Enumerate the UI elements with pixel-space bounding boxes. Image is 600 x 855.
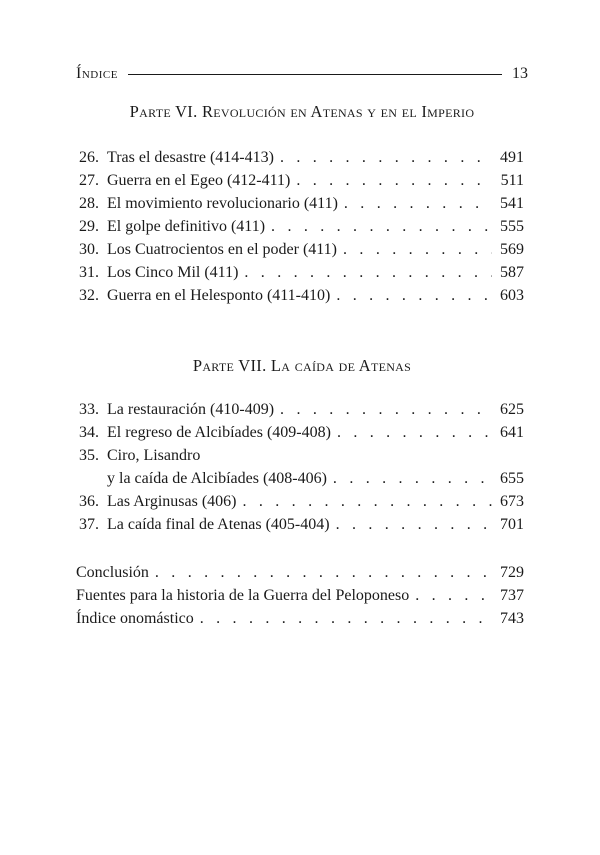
- toc-entry[interactable]: [79, 239, 524, 261]
- toc-entry[interactable]: [79, 262, 524, 284]
- entry-page: 729: [500, 564, 524, 581]
- dot-leader: [336, 514, 492, 536]
- entry-title: El regreso de Alcibíades (409-408): [107, 424, 331, 441]
- entry-number: 29.: [79, 218, 99, 235]
- entry-number: 31.: [79, 264, 99, 281]
- entry-page: 701: [500, 516, 524, 533]
- entry-title: Conclusión: [76, 564, 149, 581]
- entry-page: 511: [500, 172, 524, 189]
- dot-leader: [155, 562, 492, 584]
- entry-number: 26.: [79, 149, 99, 166]
- toc-entry[interactable]: [76, 608, 524, 630]
- toc-entry[interactable]: [79, 285, 524, 307]
- entry-title: Las Arginusas (406): [107, 493, 237, 510]
- entry-title: Ciro, Lisandro: [107, 447, 201, 464]
- dot-leader: [242, 491, 492, 513]
- dot-leader: [280, 399, 492, 421]
- toc-entry[interactable]: [79, 491, 524, 513]
- entry-number: 36.: [79, 493, 99, 510]
- entry-page: 541: [500, 195, 524, 212]
- entry-number: 32.: [79, 287, 99, 304]
- entry-number: 37.: [79, 516, 99, 533]
- dot-leader: [296, 170, 492, 192]
- entry-page: 743: [500, 610, 524, 627]
- entry-page: 491: [500, 149, 524, 166]
- toc-entry[interactable]: [79, 514, 524, 536]
- entry-title: Índice onomástico: [76, 610, 194, 627]
- toc-entry[interactable]: [79, 422, 524, 444]
- header-page-number: 13: [512, 65, 528, 82]
- entry-title-continuation: y la caída de Alcibíades (408-406): [107, 470, 327, 487]
- toc-entry[interactable]: [76, 585, 524, 607]
- entry-number: 33.: [79, 401, 99, 418]
- entry-title: La restauración (410-409): [107, 401, 275, 418]
- entry-title: Fuentes para la historia de la Guerra del Peloponeso: [76, 587, 410, 604]
- entry-title: Tras el desastre (414-413): [107, 149, 274, 166]
- dot-leader: [280, 147, 492, 169]
- entry-number: 28.: [79, 195, 99, 212]
- entry-title: El golpe definitivo (411): [107, 218, 266, 235]
- header-label: Índice: [76, 65, 118, 82]
- entry-title: Los Cuatrocientos en el poder (411): [107, 241, 338, 258]
- dot-leader: [344, 193, 492, 215]
- entry-page: 737: [500, 587, 524, 604]
- toc-entry[interactable]: [79, 399, 524, 421]
- dot-leader: [200, 608, 492, 630]
- toc-entry[interactable]: [79, 170, 524, 192]
- entry-number: 34.: [79, 424, 99, 441]
- entry-title: Guerra en el Helesponto (411-410): [107, 287, 331, 304]
- dot-leader: [337, 422, 492, 444]
- entry-title: Guerra en el Egeo (412-411): [107, 172, 291, 189]
- part-6-title: Parte VI. Revolución en Atenas y en el Imperio: [129, 102, 475, 121]
- toc-entry-continuation[interactable]: [107, 468, 524, 490]
- entry-page: 641: [500, 424, 524, 441]
- dot-leader: [244, 262, 492, 284]
- entry-number: 30.: [79, 241, 99, 258]
- toc-entry[interactable]: [76, 562, 524, 584]
- part-7-title: Parte VII. La caída de Atenas: [192, 356, 412, 375]
- dot-leader: [343, 239, 492, 261]
- entry-page: 603: [500, 287, 524, 304]
- entry-number: 27.: [79, 172, 99, 189]
- entry-page: 587: [500, 264, 524, 281]
- dot-leader: [336, 285, 492, 307]
- toc-entry-multiline[interactable]: [79, 445, 200, 467]
- entry-title: La caída final de Atenas (405-404): [107, 516, 330, 533]
- entry-number: 35.: [79, 447, 99, 464]
- toc-entry[interactable]: [79, 147, 524, 169]
- dot-leader: [271, 216, 492, 238]
- entry-page: 655: [500, 470, 524, 487]
- header-rule: [128, 74, 502, 75]
- entry-page: 673: [500, 493, 524, 510]
- entry-page: 555: [500, 218, 524, 235]
- entry-page: 569: [500, 241, 524, 258]
- entry-title: Los Cinco Mil (411): [107, 264, 239, 281]
- toc-entry[interactable]: [79, 193, 524, 215]
- dot-leader: [333, 468, 492, 490]
- dot-leader: [415, 585, 492, 607]
- entry-page: 625: [500, 401, 524, 418]
- entry-title: El movimiento revolucionario (411): [107, 195, 338, 212]
- toc-entry[interactable]: [79, 216, 524, 238]
- running-header: [76, 63, 528, 85]
